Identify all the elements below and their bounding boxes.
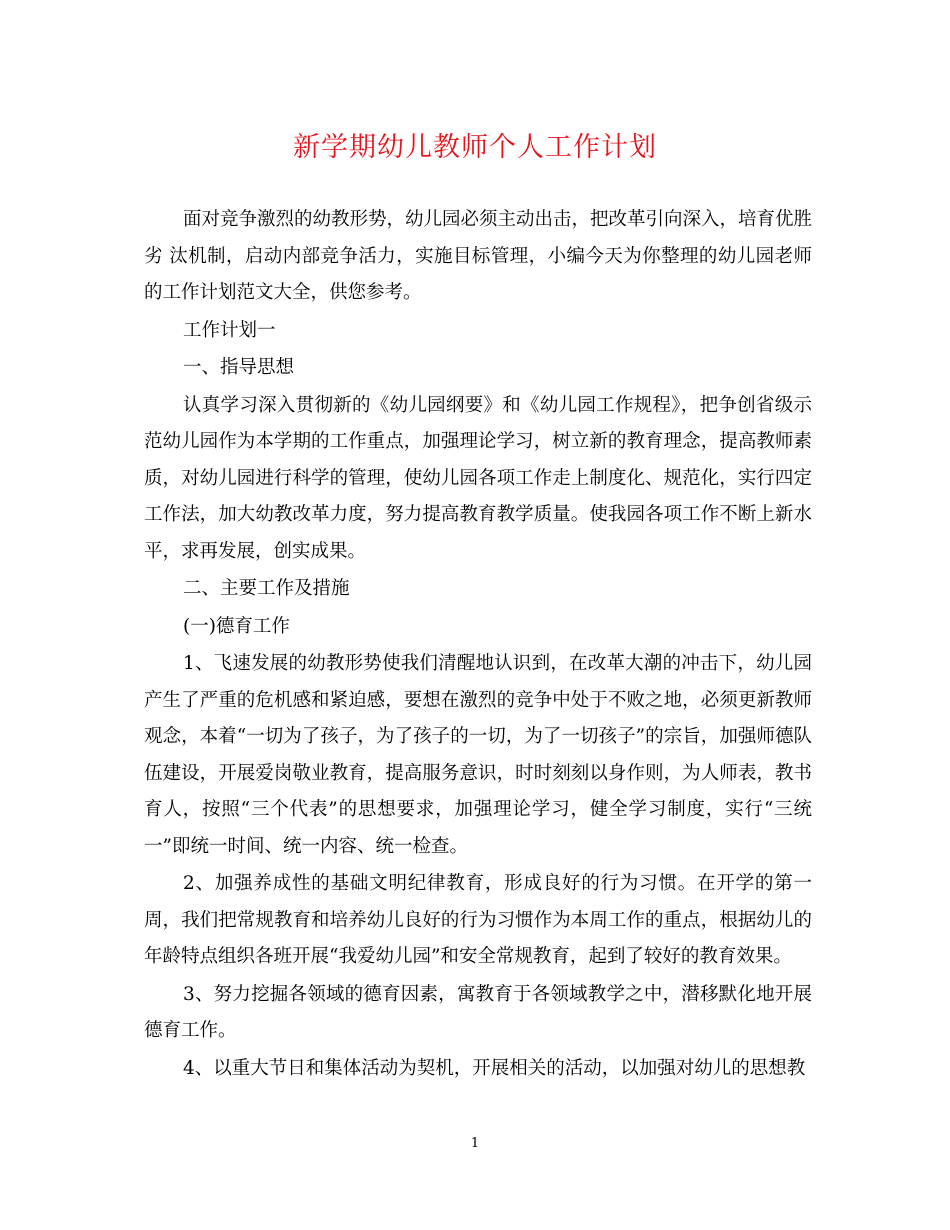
moral-education-item-2: 2、加强养成性的基础文明纪律教育，形成良好的行为习惯。在开学的第一周，我们把常规教育和培养幼儿良好的行为习惯作为本周工作的重点，根据幼儿的年龄特点组织各班开展“我爱幼儿园”和安全常规教育，起到了较好的教育效果。 <box>144 873 812 967</box>
section-heading-main-work: 二、主要工作及措施 <box>183 578 350 599</box>
page-number: 1 <box>470 1136 480 1151</box>
section-heading-plan-one: 工作计划一 <box>183 319 276 341</box>
section-heading-moral-education: (一)德育工作 <box>183 615 290 637</box>
guiding-thought-paragraph: 认真学习深入贯彻新的《幼儿园纲要》和《幼儿园工作规程》，把争创省级示范幼儿园作为本学期的工作重点，加强理论学习，树立新的教育理念，提高教师素质，对幼儿园进行科学的管理，使幼儿园各项工作走上制度化、规范化，实行四定工作法，加大幼教改革力度，努力提高教育教学质量。使我园各项工作不断上新水平，求再发展，创实成果。 <box>144 394 812 562</box>
moral-education-item-4: 4、以重大节日和集体活动为契机，开展相关的活动，以加强对幼儿的思想教 <box>183 1057 806 1079</box>
document-body <box>144 202 812 1087</box>
intro-paragraph: 面对竞争激烈的幼教形势，幼儿园必须主动出击，把改革引向深入，培育优胜劣 汰机制，启动内部竞争活力，实施目标管理，小编今天为你整理的幼儿园老师的工作计划范文大全，供您参考。 <box>144 209 813 303</box>
document-title: 新学期幼儿教师个人工作计划 <box>293 132 657 163</box>
moral-education-item-3: 3、努力挖掘各领域的德育因素，寓教育于各领域教学之中，潜移默化地开展德育工作。 <box>144 983 812 1041</box>
section-heading-guiding-thought: 一、指导思想 <box>183 357 295 378</box>
moral-education-item-1: 1、飞速发展的幼教形势使我们清醒地认识到，在改革大潮的冲击下，幼儿园产生了严重的危机感和紧迫感，要想在激烈的竞争中处于不败之地，必须更新教师观念，本着“一切为了孩子，为了孩子的一切，为了一切孩子”的宗旨，加强师德队伍建设，开展爱岗敬业教育，提高服务意识，时时刻刻以身作则，为人师表，教书育人，按照“三个代表”的思想要求，加强理论学习，健全学习制度，实行“三统一”即统一时间、统一内容、统一检查。 <box>144 653 812 857</box>
